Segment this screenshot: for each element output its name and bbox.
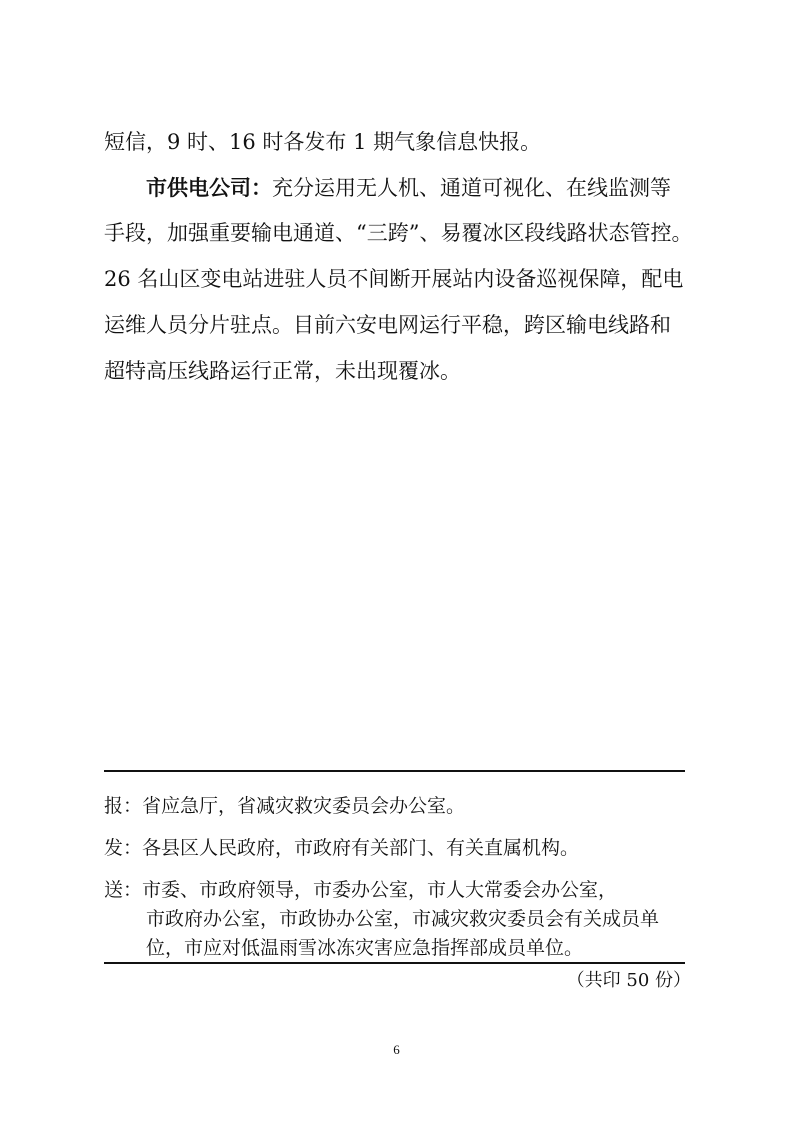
deliver-to-line-3: 位，市应对低温雨雪冰冻灾害应急指挥部成员单位。 <box>146 937 584 959</box>
send-recipients: 各县区人民政府，市政府有关部门、有关直属机构。 <box>142 837 580 859</box>
send-label: 发： <box>104 837 143 859</box>
report-to-line <box>104 792 465 820</box>
report-recipients: 省应急厅，省减灾救灾委员会办公室。 <box>142 795 466 817</box>
paragraph-1-line: 短信，9 时、16 时各发布 1 期气象信息快报。 <box>104 130 542 154</box>
paragraph-2-line-5: 超特高压线路运行正常，未出现覆冰。 <box>104 359 461 383</box>
distribution-bottom-rule <box>104 962 685 964</box>
deliver-recipients-1: 市委、市政府领导，市委办公室，市人大常委会办公室， <box>142 879 618 901</box>
page-number: 6 <box>393 1042 400 1057</box>
paragraph-2-line-3: 26 名山区变电站进驻人员不间断开展站内设备巡视保障，配电 <box>104 267 684 291</box>
report-label: 报： <box>104 795 143 817</box>
deliver-to-line-1 <box>104 876 617 904</box>
distribution-top-rule <box>104 770 685 772</box>
paragraph-2-line-1 <box>146 173 671 203</box>
power-company-heading: 市供电公司： <box>146 175 272 200</box>
deliver-to-line-2: 市政府办公室，市政协办公室，市减灾救灾委员会有关成员单 <box>146 908 660 930</box>
send-to-line <box>104 834 579 862</box>
paragraph-2-line-2: 手段，加强重要输电通道、“三跨”、易覆冰区段线路状态管控。 <box>104 221 693 245</box>
paragraph-2-line-4: 运维人员分片驻点。目前六安电网运行平稳，跨区输电线路和 <box>104 313 671 337</box>
deliver-label: 送： <box>104 879 143 901</box>
paragraph-2-text-1: 充分运用无人机、通道可视化、在线监测等 <box>272 176 671 200</box>
copies-count: （共印 50 份） <box>566 970 691 991</box>
